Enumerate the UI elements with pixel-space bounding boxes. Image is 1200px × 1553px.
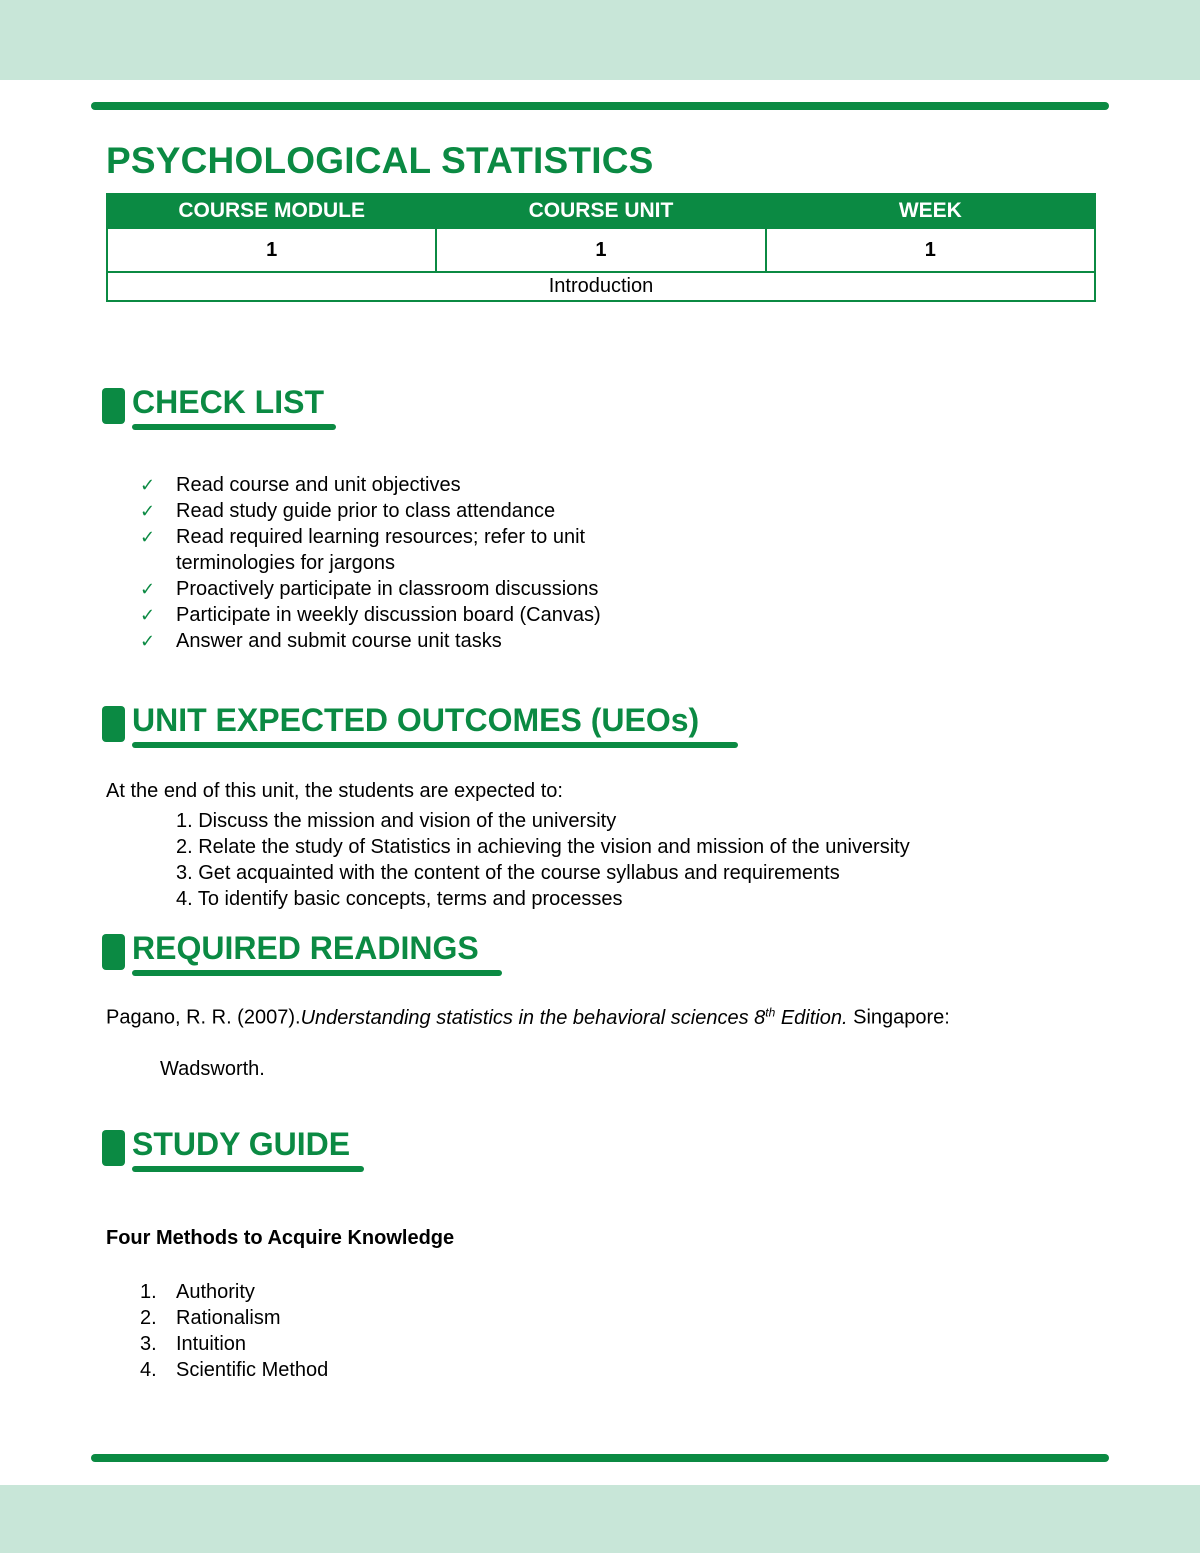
list-item: ✓ Proactively participate in classroom discussions bbox=[140, 578, 599, 600]
heading-underline bbox=[132, 742, 738, 748]
header-course-module: COURSE MODULE bbox=[107, 194, 436, 228]
header-week: WEEK bbox=[766, 194, 1095, 228]
heading-label: UNIT EXPECTED OUTCOMES (UEOs) bbox=[132, 702, 700, 738]
check-icon: ✓ bbox=[140, 475, 156, 495]
heading-label: CHECK LIST bbox=[132, 384, 324, 420]
list-item: ✓ Read study guide prior to class attendance bbox=[140, 500, 556, 522]
heading-marker bbox=[102, 1130, 125, 1166]
heading-label: STUDY GUIDE bbox=[132, 1126, 351, 1162]
list-item: 2. Relate the study of Statistics in achieving the vision and mission of the university bbox=[176, 836, 910, 858]
list-item: 2. Rationalism bbox=[140, 1307, 281, 1329]
study-guide-subheading: Four Methods to Acquire Knowledge bbox=[106, 1227, 455, 1249]
check-icon: ✓ bbox=[140, 631, 156, 651]
list-item: 4. Scientific Method bbox=[140, 1359, 329, 1381]
list-item: 1. Authority bbox=[140, 1281, 255, 1303]
table-row bbox=[107, 228, 1095, 272]
list-item: ✓ Read required learning resources; refer to unit terminologies for jargons bbox=[140, 526, 586, 574]
page-title: PSYCHOLOGICAL STATISTICS bbox=[106, 140, 654, 181]
check-icon: ✓ bbox=[140, 579, 156, 599]
heading-marker bbox=[102, 934, 125, 970]
methods-list bbox=[140, 1279, 328, 1383]
outcomes-intro: At the end of this unit, the students are expected to: bbox=[106, 780, 563, 802]
unit-topic: Introduction bbox=[107, 272, 1095, 301]
check-icon: ✓ bbox=[140, 605, 156, 625]
heading-marker bbox=[102, 706, 125, 742]
citation-author: Pagano, R. R. (2007). bbox=[106, 1006, 301, 1029]
list-item: ✓ Participate in weekly discussion board (Canvas) bbox=[140, 604, 601, 626]
list-item: ✓ Answer and submit course unit tasks bbox=[140, 630, 502, 652]
course-unit-value: 1 bbox=[436, 228, 765, 272]
bottom-band bbox=[0, 1485, 1200, 1553]
citation-place: Singapore: bbox=[847, 1006, 950, 1029]
outcomes-list bbox=[176, 808, 910, 912]
heading-underline bbox=[132, 424, 336, 430]
heading-underline bbox=[132, 1166, 364, 1172]
table-row bbox=[107, 272, 1095, 301]
check-icon: ✓ bbox=[140, 527, 156, 547]
list-item: 3. Intuition bbox=[140, 1333, 247, 1355]
checklist bbox=[140, 472, 696, 654]
list-item: 4. To identify basic concepts, terms and processes bbox=[176, 888, 623, 910]
top-divider bbox=[91, 102, 1109, 110]
top-band bbox=[0, 0, 1200, 80]
course-module-value: 1 bbox=[107, 228, 436, 272]
week-value: 1 bbox=[766, 228, 1095, 272]
bottom-divider bbox=[91, 1454, 1109, 1462]
table-header-row bbox=[107, 194, 1095, 228]
reading-citation bbox=[106, 1005, 950, 1030]
heading-label: REQUIRED READINGS bbox=[132, 930, 479, 966]
heading-underline bbox=[132, 970, 502, 976]
course-info-table bbox=[106, 193, 1096, 302]
check-icon: ✓ bbox=[140, 501, 156, 521]
citation-edition: Edition. bbox=[775, 1006, 848, 1029]
heading-marker bbox=[102, 388, 125, 424]
list-item: 1. Discuss the mission and vision of the university bbox=[176, 810, 617, 832]
header-course-unit: COURSE UNIT bbox=[436, 194, 765, 228]
list-item: 3. Get acquainted with the content of the course syllabus and requirements bbox=[176, 862, 840, 884]
citation-publisher: Wadsworth. bbox=[160, 1058, 265, 1080]
citation-title: Understanding statistics in the behavioral sciences 8 bbox=[300, 1006, 766, 1029]
list-item: ✓ Read course and unit objectives bbox=[140, 474, 461, 496]
citation-superscript: th bbox=[765, 1005, 776, 1019]
